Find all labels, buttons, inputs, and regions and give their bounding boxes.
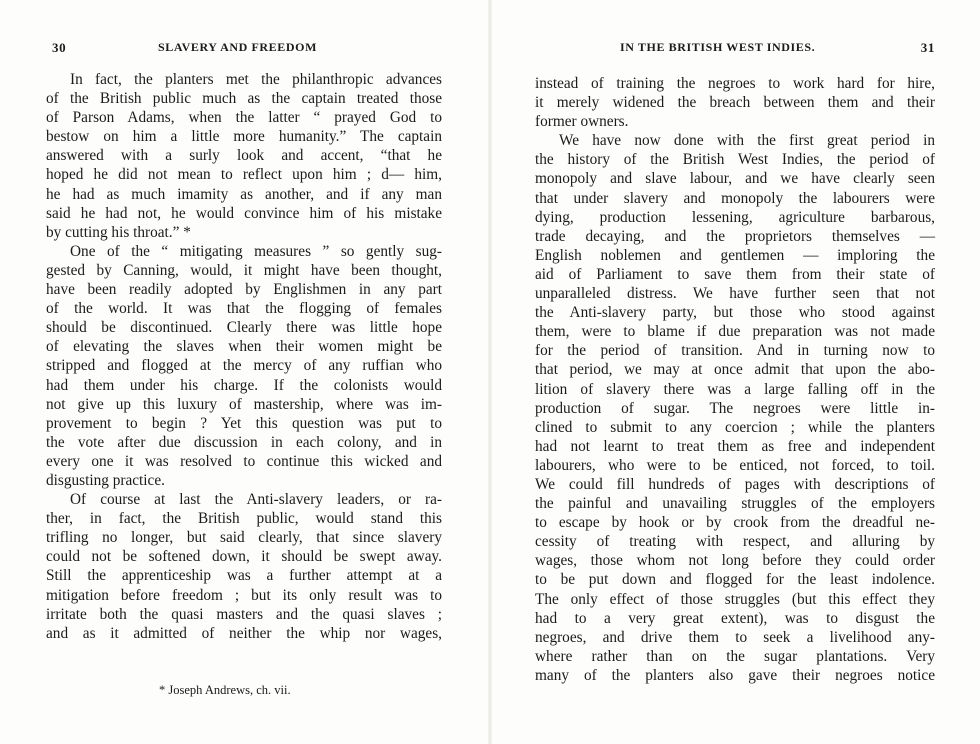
- text-line: Of course at last the Anti-slavery leaders, or ra-: [70, 491, 442, 509]
- left-running-head: [46, 40, 442, 58]
- left-page-text: [46, 70, 442, 643]
- text-line: the painful and unavailing struggles of the employers: [535, 495, 935, 513]
- text-line: could not be softened down, it should be swept away.: [46, 548, 442, 566]
- text-line: ther, in fact, the British public, would stand this: [46, 510, 442, 528]
- text-line: production of sugar. The negroes were little in-: [535, 399, 935, 417]
- text-line: answered with a surly look and accent, “that he: [46, 147, 442, 165]
- text-line: to be put down and flogged for the least indolence.: [535, 571, 935, 589]
- text-line: by cutting his throat.” *: [46, 223, 191, 241]
- text-line: that period, we may at once admit that upon the abo-: [535, 361, 935, 379]
- text-line: We have now done with the first great period in: [559, 132, 935, 150]
- text-line: trifling no longer, but said clearly, that since slavery: [46, 529, 442, 547]
- text-line: have been readily adopted by Englishmen in any part: [46, 281, 442, 299]
- text-line: of elevating the slaves when their women might be: [46, 338, 442, 356]
- left-page: [46, 0, 442, 744]
- right-running-title: IN THE BRITISH WEST INDIES.: [620, 40, 816, 54]
- text-line: and as it admitted of neither the whip nor wages,: [46, 624, 442, 642]
- text-line: In fact, the planters met the philanthropic advances: [70, 71, 442, 88]
- text-line: disgusting practice.: [46, 471, 165, 489]
- text-line: former owners.: [535, 113, 629, 131]
- page-gutter: [488, 0, 492, 744]
- text-line: The only effect of those struggles (but this effect they: [535, 590, 935, 608]
- text-line: lition of slavery there was a large falling off in the: [535, 380, 935, 398]
- text-line: had to a very great extent), was to disgust the: [535, 609, 935, 627]
- text-line: aid of Parliament to save them from their state of: [535, 265, 935, 283]
- text-line: dying, production lessening, agriculture barbarous,: [535, 208, 935, 226]
- text-line: that under slavery and monopoly the labourers were: [535, 189, 935, 207]
- text-line: had not learnt to treat them as free and independent: [535, 437, 935, 455]
- text-line: of the world. It was that the flogging of females: [46, 300, 442, 318]
- text-line: mitigation before freedom ; but its only result was to: [46, 586, 442, 604]
- text-line: negroes, and drive them to seek a livelihood any-: [535, 628, 935, 646]
- text-line: it merely widened the breach between them and their: [535, 94, 935, 112]
- text-line: clined to submit to any coercion ; while the planters: [535, 418, 935, 436]
- text-line: wages, those whom not long before they could order: [535, 552, 935, 570]
- text-line: he had as much imamity as another, and if any man: [46, 185, 442, 203]
- text-line: not give up this luxury of mastership, where was im-: [46, 395, 442, 413]
- right-page-text: [535, 74, 935, 685]
- text-line: cessity of treating with respect, and alluring by: [535, 533, 935, 551]
- text-line: of Parson Adams, when the latter “ prayed God to: [46, 109, 442, 127]
- left-page-number: 30: [52, 40, 67, 55]
- text-line: of the British public much as the captain treated those: [46, 90, 442, 108]
- text-line: the history of the British West Indies, the period of: [535, 151, 935, 169]
- text-line: Still the apprenticeship was a further attempt at a: [46, 567, 442, 585]
- text-line: said he had not, he would convince him of his mistake: [46, 204, 442, 222]
- text-line: stripped and flogged at the mercy of any ruffian who: [46, 357, 442, 375]
- right-page: [535, 0, 935, 744]
- text-line: English noblemen and gentlemen — imploring the: [535, 246, 935, 264]
- text-line: should be discontinued. Clearly there was little hope: [46, 319, 442, 337]
- text-line: One of the “ mitigating measures ” so gently sug-: [70, 242, 442, 260]
- text-line: hoped he did not mean to reflect upon him ; d— him,: [46, 166, 442, 184]
- text-line: every one it was resolved to continue this wicked and: [46, 452, 442, 470]
- text-line: where rather than on the sugar plantations. Very: [535, 647, 935, 665]
- text-line: them, were to blame if due preparation was not made: [535, 323, 935, 341]
- text-line: trade decaying, and the proprietors themselves —: [535, 227, 935, 245]
- footnote: * Joseph Andrews, ch. vii.: [159, 683, 291, 697]
- right-page-number: 31: [920, 40, 935, 55]
- text-line: We could fill hundreds of pages with descriptions of: [535, 475, 935, 493]
- text-line: instead of training the negroes to work hard for hire,: [535, 75, 935, 92]
- right-running-head: [535, 40, 935, 58]
- text-line: monopoly and slave labour, and we have clearly seen: [535, 170, 935, 188]
- text-line: gested by Canning, would, it might have been thought,: [46, 261, 442, 279]
- text-line: to escape by hook or by crook from the dreadful ne-: [535, 514, 935, 532]
- text-line: bestow on him a little more humanity.” The captain: [46, 128, 442, 146]
- text-line: had them under his charge. If the colonists would: [46, 376, 442, 394]
- text-line: provement to begin ? Yet this question was put to: [46, 414, 442, 432]
- text-line: for the period of transition. And in turning now to: [535, 342, 935, 360]
- text-line: the Anti-slavery party, but those who stood against: [535, 304, 935, 322]
- text-line: unparalleled distress. We have further seen that not: [535, 285, 935, 303]
- left-running-title: SLAVERY AND FREEDOM: [158, 40, 317, 54]
- text-line: many of the planters also gave their negroes notice: [535, 666, 935, 684]
- text-line: irritate both the quasi masters and the quasi slaves ;: [46, 605, 442, 623]
- text-line: the vote after due discussion in each colony, and in: [46, 433, 442, 451]
- text-line: labourers, who were to be enticed, not forced, to toil.: [535, 456, 935, 474]
